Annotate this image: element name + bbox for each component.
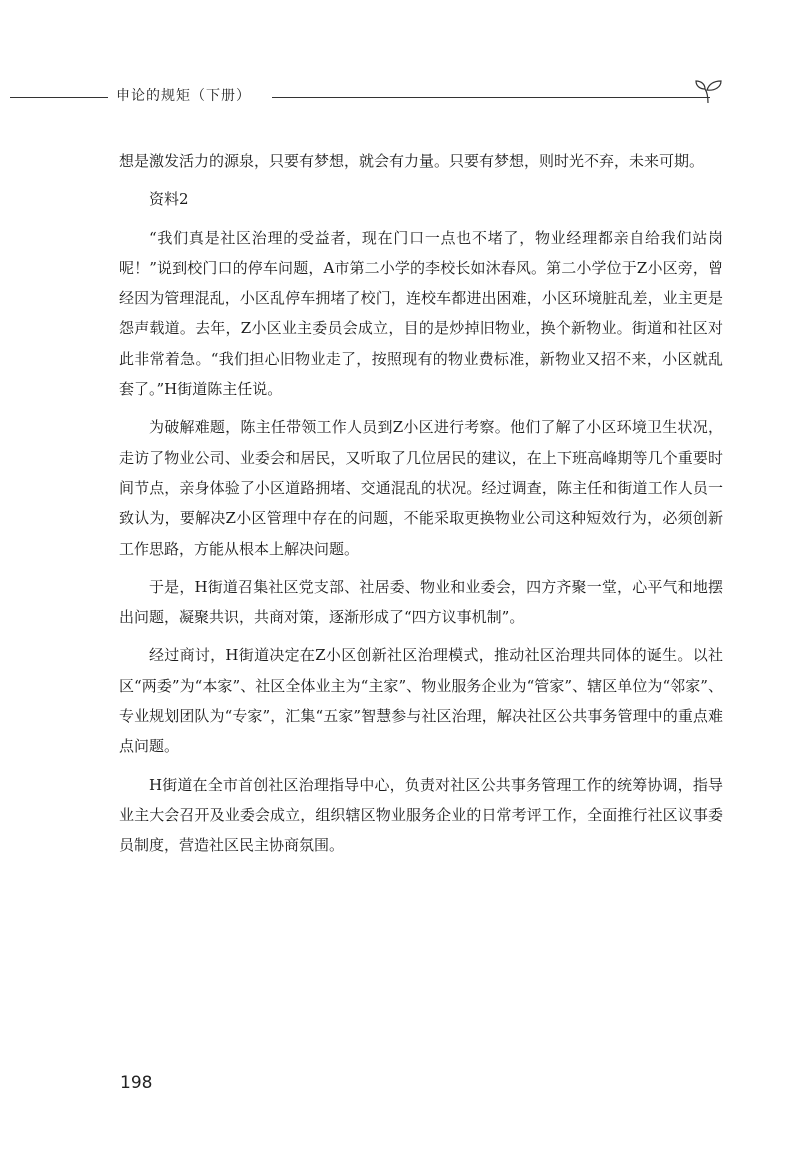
section-label: 资料2 — [149, 190, 189, 209]
paragraph: 于是，H街道召集社区党支部、社居委、物业和业委会，四方齐聚一堂，心平气和地摆出问题，凝聚共识，共商对策，逐渐形成了“四方议事机制”。 — [119, 577, 723, 627]
running-header — [10, 78, 720, 108]
book-title: 申论的规矩（下册） — [116, 88, 251, 104]
paragraph-continued: 想是激发活力的源泉，只要有梦想，就会有力量。只要有梦想，则时光不弃，未来可期。 — [119, 152, 705, 170]
paragraph: “我们真是社区治理的受益者，现在门口一点也不堵了，物业经理都亲自给我们站岗呢！”说到校门口的停车问题，A市第二小学的李校长如沐春风。第二小学位于Z小区旁，曾经因为管理混乱，小区乱停车拥堵了校门，连校车都进出困难，小区环境脏乱差，业主更是怨声载道。去年，Z小区业主委员会成立，目的是炒掉旧物业，换个新物业。街道和社区对此非常着急。“我们担心旧物业走了，按照现有的物业费标准，新物业又招不来，小区就乱套了。”H街道陈主任说。 — [119, 228, 723, 399]
sprout-icon — [694, 78, 724, 104]
header-rule-right — [272, 97, 710, 98]
paragraph: 为破解难题，陈主任带领工作人员到Z小区进行考察。他们了解了小区环境卫生状况，走访了物业公司、业委会和居民，又听取了几位居民的建议，在上下班高峰期等几个重要时间节点，亲身体验了小区道路拥堵、交通混乱的状况。经过调查，陈主任和街道工作人员一致认为，要解决Z小区管理中存在的问题，不能采取更换物业公司这种短效行为，必须创新工作思路，方能从根本上解决问题。 — [119, 418, 723, 558]
header-rule-left — [10, 97, 108, 98]
body-text — [119, 146, 723, 861]
paragraph: H街道在全市首创社区治理指导中心，负责对社区公共事务管理工作的统筹协调，指导业主大会召开及业委会成立，组织辖区物业服务企业的日常考评工作，全面推行社区议事委员制度，营造社区民主协商氛围。 — [119, 775, 723, 855]
page-number: 198 — [120, 1073, 153, 1093]
paragraph: 经过商讨，H街道决定在Z小区创新社区治理模式，推动社区治理共同体的诞生。以社区“两委”为“本家”、社区全体业主为“主家”、物业服务企业为“管家”、辖区单位为“邻家”、专业规划团队为“专家”，汇集“五家”智慧参与社区治理，解决社区公共事务管理中的重点难点问题。 — [119, 646, 723, 756]
